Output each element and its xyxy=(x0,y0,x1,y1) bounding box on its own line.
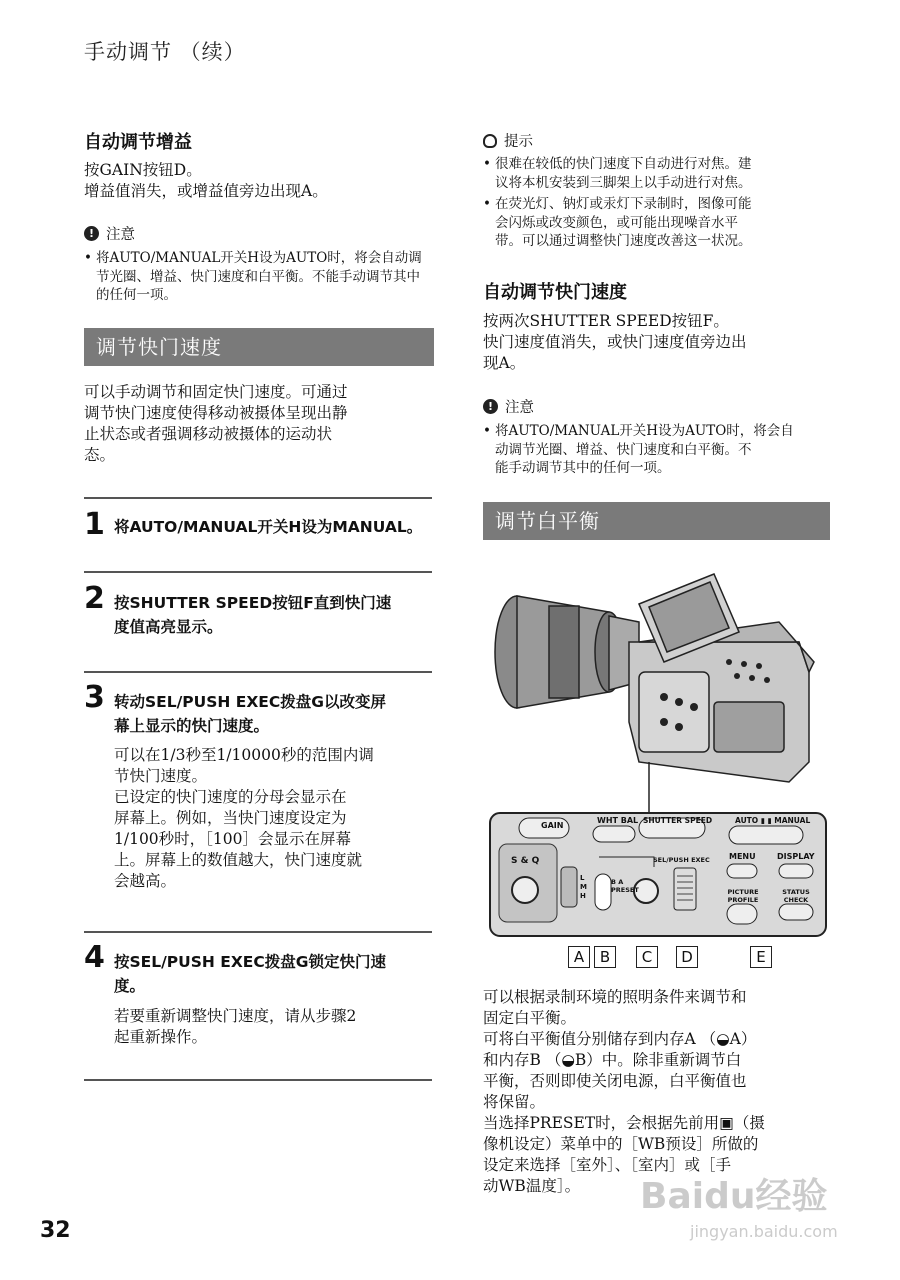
callout-c: C xyxy=(636,946,658,968)
step-divider xyxy=(84,1079,432,1081)
body-line: 会越高。 xyxy=(114,872,177,890)
intro-line: 调节快门速度使得移动被摄体呈现出静 xyxy=(84,404,348,422)
step-line: 按SEL/PUSH EXEC拨盘G锁定快门速 xyxy=(114,953,386,971)
preset-switch-label: B A PRESET xyxy=(611,878,639,894)
caution-icon: ! xyxy=(483,399,498,414)
sq-button-label: S & Q xyxy=(511,856,540,866)
auto-gain-text xyxy=(84,160,434,202)
body-line: 将保留。 xyxy=(483,1093,546,1111)
auto-shutter-note-head xyxy=(483,396,534,417)
body-line: 设定来选择［室外］、［室内］或［手 xyxy=(483,1156,732,1174)
step-4-body xyxy=(114,1006,434,1048)
menu-button-label: MENU xyxy=(729,852,756,861)
tip-line: • 在荧光灯、钠灯或汞灯下录制时，图像可能 xyxy=(495,196,752,212)
body-line: 已设定的快门速度的分母会显示在 xyxy=(114,788,347,806)
body-line: 可将白平衡值分别储存到内存A （◒A） xyxy=(483,1030,757,1048)
step-divider xyxy=(84,571,432,573)
note-title: 注意 xyxy=(505,400,534,416)
callout-e: E xyxy=(750,946,772,968)
button-panel-drawing xyxy=(489,812,827,937)
step-line: 按SHUTTER SPEED按钮F直到快门速 xyxy=(114,594,392,612)
tip-line: 议将本机安装到三脚架上以手动进行对焦。 xyxy=(495,174,752,191)
caution-icon: ! xyxy=(84,226,99,241)
step-divider xyxy=(84,497,432,499)
auto-gain-line: 增益值消失，或增益值旁边出现A。 xyxy=(84,182,328,200)
auto-gain-line: 按GAIN按钮D。 xyxy=(84,161,202,179)
body-line: 像机设定）菜单中的［WB预设］所做的 xyxy=(483,1135,759,1153)
body-line: 上。屏幕上的数值越大，快门速度就 xyxy=(114,851,363,869)
gain-button-label: GAIN xyxy=(541,821,564,830)
auto-shutter-title: 自动调节快门速度 xyxy=(483,282,627,303)
step-divider xyxy=(84,671,432,673)
tip-bullet xyxy=(483,195,828,251)
step-number: 2 xyxy=(84,581,105,616)
body-line: 可以在1/3秒至1/10000秒的范围内调 xyxy=(114,746,374,764)
step-line: 幕上显示的快门速度。 xyxy=(114,717,270,735)
note-line: 能手动调节其中的任何一项。 xyxy=(495,460,671,476)
step-line: 转动SEL/PUSH EXEC拨盘G以改变屏 xyxy=(114,693,386,711)
picture-profile-button-label: PICTURE PROFILE xyxy=(727,888,759,904)
step-4-text xyxy=(114,950,434,998)
tips-title: 提示 xyxy=(504,134,533,150)
lightbulb-icon xyxy=(483,134,497,148)
body-line: 固定白平衡。 xyxy=(483,1009,577,1027)
watermark-url: jingyan.baidu.com xyxy=(690,1222,838,1241)
note-line: 动调节光圈、增益、快门速度和白平衡。不 xyxy=(495,441,752,458)
auto-manual-switch-label: AUTO ▮ ▮ MANUAL xyxy=(735,816,811,825)
camera-illustration xyxy=(489,572,827,812)
step-3-text xyxy=(114,690,434,738)
watermark-brand: Baidu经验 xyxy=(640,1176,828,1217)
intro-line: 可以手动调节和固定快门速度。可通过 xyxy=(84,383,348,401)
body-line: 1/100秒时，［100］会显示在屏幕 xyxy=(114,830,352,848)
callout-d: D xyxy=(676,946,698,968)
note-bullet: • 将AUTO/MANUAL开关H设为AUTO时，将会自动调节光圈、增益、快门速度和白平衡。不能手动调节其中的任何一项。 xyxy=(84,249,429,305)
auto-shutter-text xyxy=(483,311,828,374)
auto-shutter-note-list xyxy=(483,422,828,481)
white-balance-body xyxy=(483,987,828,1197)
note-bullet xyxy=(483,422,828,478)
body-line: 快门速度值消失，或快门速度值旁边出 xyxy=(483,333,747,351)
page-number: 32 xyxy=(40,1218,71,1243)
step-number: 3 xyxy=(84,680,105,715)
auto-gain-note-list xyxy=(84,249,429,308)
intro-line: 态。 xyxy=(84,446,116,464)
display-button-label: DISPLAY xyxy=(777,852,815,861)
auto-gain-title: 自动调节增益 xyxy=(84,132,192,153)
body-line: 若要重新调整快门速度，请从步骤2 xyxy=(114,1007,357,1025)
step-number: 4 xyxy=(84,940,105,975)
body-line: 和内存B （◒B）中。除非重新调节白 xyxy=(483,1051,742,1069)
callout-b: B xyxy=(594,946,616,968)
sel-push-exec-label: SEL/PUSH EXEC xyxy=(653,856,710,864)
auto-gain-note-head xyxy=(84,223,135,244)
step-1-text xyxy=(114,515,434,539)
wht-bal-button-label: WHT BAL xyxy=(597,816,639,825)
tip-line: 带。可以通过调整快门速度改善这一状况。 xyxy=(495,233,752,249)
page-header: 手动调节 （续） xyxy=(84,40,246,64)
note-title: 注意 xyxy=(106,227,135,243)
body-line: 按两次SHUTTER SPEED按钮F。 xyxy=(483,312,729,330)
step-3-body xyxy=(114,745,434,892)
body-line: 屏幕上。例如，当快门速度设定为 xyxy=(114,809,347,827)
step-line: 度。 xyxy=(114,977,146,995)
body-line: 平衡，否则即使关闭电源，白平衡值也 xyxy=(483,1072,747,1090)
step-line: 将AUTO/MANUAL开关H设为MANUAL。 xyxy=(114,518,423,536)
body-line: 可以根据录制环境的照明条件来调节和 xyxy=(483,988,747,1006)
step-divider xyxy=(84,931,432,933)
camera-drawing xyxy=(489,572,827,812)
tip-bullet xyxy=(483,155,828,192)
button-panel xyxy=(489,812,827,937)
step-line: 度值高亮显示。 xyxy=(114,618,223,636)
tip-line: 会闪烁或改变颜色，或可能出现噪音水平 xyxy=(495,214,738,231)
tips-list xyxy=(483,155,828,254)
body-line: 节快门速度。 xyxy=(114,767,208,785)
status-check-button-label: STATUS CHECK xyxy=(782,888,810,904)
tips-head xyxy=(483,130,533,151)
shutter-section-band: 调节快门速度 xyxy=(84,328,434,366)
callout-a: A xyxy=(568,946,590,968)
shutter-intro xyxy=(84,382,434,466)
body-line: 动WB温度］。 xyxy=(483,1177,581,1195)
intro-line: 止状态或者强调移动被摄体的运动状 xyxy=(84,425,333,443)
shutter-speed-button-label: SHUTTER SPEED xyxy=(643,816,713,825)
white-balance-band: 调节白平衡 xyxy=(483,502,830,540)
tip-line: • 很难在较低的快门速度下自动进行对焦。建 xyxy=(495,156,752,172)
step-2-text xyxy=(114,591,434,639)
note-line: • 将AUTO/MANUAL开关H设为AUTO时，将会自 xyxy=(495,423,794,439)
gain-lmh-switch-label: L M H xyxy=(580,874,587,900)
step-number: 1 xyxy=(84,507,105,542)
callout-row xyxy=(568,946,616,968)
body-line: 当选择PRESET时，会根据先前用▣（摄 xyxy=(483,1114,765,1132)
body-line: 现A。 xyxy=(483,354,526,372)
body-line: 起重新操作。 xyxy=(114,1028,208,1046)
